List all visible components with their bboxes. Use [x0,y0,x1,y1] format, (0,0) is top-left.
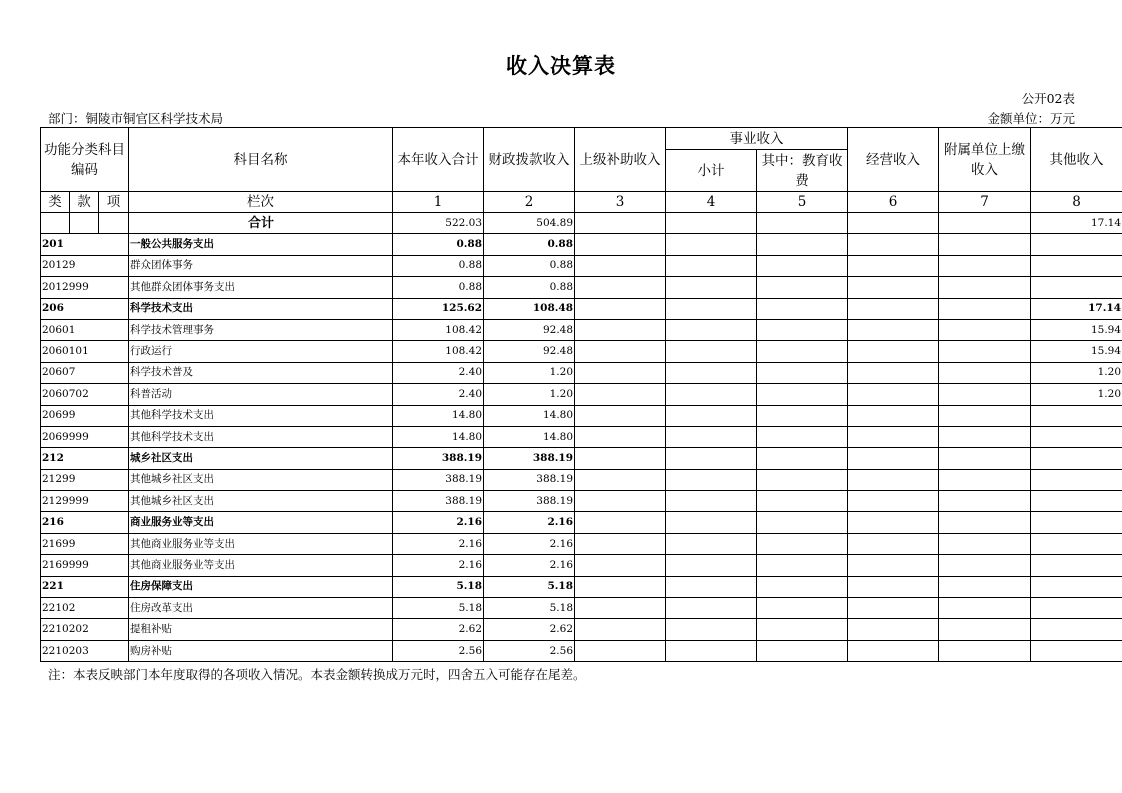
cell-operating [848,362,939,383]
cell-operating [848,491,939,512]
cell-operating [848,255,939,276]
cell-total-income: 108.42 [393,341,484,362]
cell-total-income: 388.19 [393,491,484,512]
table-row [41,469,1122,490]
cell-subject-name: 商业服务业等支出 [129,512,393,533]
cell-superior [575,319,666,340]
cell-superior [575,341,666,362]
cell-operating [848,555,939,576]
cell-subject-name: 合计 [129,213,393,234]
cell-subject-name: 其他科学技术支出 [129,405,393,426]
cell-fiscal: 2.16 [484,512,575,533]
cell-code: 216 [41,512,129,533]
cell-fiscal: 2.16 [484,533,575,554]
cell-education-fee [757,319,848,340]
cell-code: 20607 [41,362,129,383]
cell-education-fee [757,213,848,234]
cell-other [1031,640,1122,661]
department-label: 部门：铜陵市铜官区科学技术局 [48,111,224,126]
cell-subject-name: 科学技术管理事务 [129,319,393,340]
cell-operating [848,576,939,597]
cell-fiscal: 2.56 [484,640,575,661]
cell-fiscal: 0.88 [484,255,575,276]
table-row [41,362,1122,383]
cell-business-subtotal [666,405,757,426]
cell-total-income: 2.16 [393,555,484,576]
cell-business-subtotal [666,298,757,319]
cell-superior [575,426,666,447]
amount-unit-label: 金额单位：万元 [987,111,1075,126]
column-number: 3 [575,192,666,213]
total-row [41,213,1122,234]
cell-other: 15.94 [1031,341,1122,362]
table-row [41,277,1122,298]
cell-xiang [99,213,129,234]
header-education-fee: 其中：教育收费 [757,150,848,192]
cell-affiliated [939,640,1031,661]
cell-subject-name: 其他科学技术支出 [129,426,393,447]
header-fiscal-appropriation: 财政拨款收入 [484,128,575,192]
header-xiang: 项 [99,192,129,213]
table-body [41,213,1122,662]
cell-total-income: 0.88 [393,255,484,276]
cell-total-income: 522.03 [393,213,484,234]
cell-fiscal: 0.88 [484,234,575,255]
cell-fiscal: 1.20 [484,362,575,383]
table-row [41,426,1122,447]
cell-education-fee [757,255,848,276]
cell-business-subtotal [666,598,757,619]
cell-fiscal: 1.20 [484,384,575,405]
cell-superior [575,362,666,383]
cell-business-subtotal [666,319,757,340]
cell-affiliated [939,555,1031,576]
header-other-income: 其他收入 [1031,128,1122,192]
cell-fiscal: 388.19 [484,491,575,512]
cell-operating [848,213,939,234]
table-row [41,533,1122,554]
cell-superior [575,448,666,469]
cell-subject-name: 科学技术支出 [129,298,393,319]
header-func-code: 功能分类科目编码 [41,128,129,192]
header-lei: 类 [41,192,70,213]
cell-fiscal: 108.48 [484,298,575,319]
table-row [41,319,1122,340]
cell-total-income: 0.88 [393,277,484,298]
cell-code: 2012999 [41,277,129,298]
cell-affiliated [939,598,1031,619]
cell-subject-name: 其他城乡社区支出 [129,491,393,512]
cell-code: 206 [41,298,129,319]
form-number: 公开02表 [1021,91,1075,106]
cell-business-subtotal [666,619,757,640]
header-kuan: 款 [70,192,99,213]
cell-superior [575,640,666,661]
cell-total-income: 2.16 [393,533,484,554]
cell-education-fee [757,426,848,447]
cell-fiscal: 2.62 [484,619,575,640]
cell-total-income: 2.40 [393,384,484,405]
cell-total-income: 2.40 [393,362,484,383]
income-final-accounts-table [40,127,1122,662]
cell-fiscal: 0.88 [484,277,575,298]
cell-affiliated [939,426,1031,447]
cell-total-income: 2.16 [393,512,484,533]
cell-other [1031,426,1122,447]
cell-fiscal: 388.19 [484,469,575,490]
cell-code: 212 [41,448,129,469]
cell-subject-name: 城乡社区支出 [129,448,393,469]
cell-affiliated [939,469,1031,490]
cell-total-income: 0.88 [393,234,484,255]
cell-other [1031,576,1122,597]
cell-other [1031,405,1122,426]
table-row [41,598,1122,619]
cell-other: 1.20 [1031,362,1122,383]
table-row [41,576,1122,597]
column-number: 4 [666,192,757,213]
cell-affiliated [939,405,1031,426]
cell-superior [575,255,666,276]
cell-total-income: 388.19 [393,469,484,490]
cell-education-fee [757,512,848,533]
cell-affiliated [939,341,1031,362]
column-number: 6 [848,192,939,213]
cell-education-fee [757,555,848,576]
cell-code: 20699 [41,405,129,426]
table-row [41,405,1122,426]
cell-subject-name: 其他商业服务业等支出 [129,555,393,576]
table-row [41,298,1122,319]
table-row [41,491,1122,512]
cell-business-subtotal [666,341,757,362]
header-affiliated-income: 附属单位上缴收入 [939,128,1031,192]
header-business-income: 事业收入 [666,128,848,150]
cell-other [1031,234,1122,255]
cell-business-subtotal [666,640,757,661]
column-number: 8 [1031,192,1122,213]
cell-affiliated [939,619,1031,640]
cell-subject-name: 其他商业服务业等支出 [129,533,393,554]
cell-operating [848,512,939,533]
cell-other [1031,598,1122,619]
cell-education-fee [757,384,848,405]
cell-subject-name: 购房补贴 [129,640,393,661]
table-row [41,341,1122,362]
cell-business-subtotal [666,491,757,512]
cell-education-fee [757,405,848,426]
table-row [41,384,1122,405]
table-row [41,555,1122,576]
cell-operating [848,341,939,362]
cell-fiscal: 92.48 [484,341,575,362]
cell-affiliated [939,298,1031,319]
cell-other [1031,491,1122,512]
cell-operating [848,426,939,447]
page-title: 收入决算表 [506,54,616,78]
cell-business-subtotal [666,255,757,276]
cell-superior [575,533,666,554]
cell-fiscal: 14.80 [484,426,575,447]
cell-code: 20601 [41,319,129,340]
cell-superior [575,598,666,619]
cell-superior [575,384,666,405]
cell-other [1031,255,1122,276]
cell-total-income: 14.80 [393,405,484,426]
header-total-income: 本年收入合计 [393,128,484,192]
cell-total-income: 5.18 [393,576,484,597]
cell-affiliated [939,234,1031,255]
cell-code: 2210202 [41,619,129,640]
cell-code: 2069999 [41,426,129,447]
cell-other: 15.94 [1031,319,1122,340]
cell-operating [848,598,939,619]
cell-education-fee [757,234,848,255]
cell-affiliated [939,576,1031,597]
cell-fiscal: 504.89 [484,213,575,234]
cell-fiscal: 14.80 [484,405,575,426]
cell-code: 22102 [41,598,129,619]
cell-total-income: 2.62 [393,619,484,640]
cell-superior [575,405,666,426]
cell-code: 201 [41,234,129,255]
cell-operating [848,448,939,469]
cell-code: 21699 [41,533,129,554]
cell-superior [575,491,666,512]
cell-code: 2169999 [41,555,129,576]
cell-education-fee [757,533,848,554]
cell-education-fee [757,298,848,319]
table-row [41,640,1122,661]
table-row [41,448,1122,469]
cell-code: 20129 [41,255,129,276]
cell-fiscal: 5.18 [484,576,575,597]
cell-total-income: 388.19 [393,448,484,469]
cell-other [1031,512,1122,533]
cell-affiliated [939,491,1031,512]
cell-business-subtotal [666,277,757,298]
cell-operating [848,384,939,405]
cell-business-subtotal [666,576,757,597]
cell-other [1031,555,1122,576]
cell-education-fee [757,362,848,383]
cell-business-subtotal [666,533,757,554]
cell-superior [575,234,666,255]
cell-other: 17.14 [1031,213,1122,234]
cell-superior [575,555,666,576]
cell-affiliated [939,362,1031,383]
cell-affiliated [939,255,1031,276]
cell-education-fee [757,598,848,619]
cell-subject-name: 其他城乡社区支出 [129,469,393,490]
cell-education-fee [757,640,848,661]
cell-education-fee [757,576,848,597]
cell-operating [848,619,939,640]
cell-education-fee [757,491,848,512]
cell-education-fee [757,448,848,469]
table-row [41,234,1122,255]
cell-total-income: 2.56 [393,640,484,661]
column-number: 1 [393,192,484,213]
cell-business-subtotal [666,555,757,576]
cell-other [1031,277,1122,298]
header-operating-income: 经营收入 [848,128,939,192]
cell-other [1031,448,1122,469]
cell-subject-name: 住房保障支出 [129,576,393,597]
cell-business-subtotal [666,448,757,469]
cell-affiliated [939,319,1031,340]
cell-operating [848,277,939,298]
cell-education-fee [757,341,848,362]
table-row [41,619,1122,640]
cell-kuan [70,213,99,234]
cell-subject-name: 行政运行 [129,341,393,362]
cell-operating [848,640,939,661]
cell-subject-name: 其他群众团体事务支出 [129,277,393,298]
column-number: 2 [484,192,575,213]
cell-affiliated [939,512,1031,533]
cell-subject-name: 科学技术普及 [129,362,393,383]
header-superior-subsidy: 上级补助收入 [575,128,666,192]
cell-superior [575,469,666,490]
cell-code: 21299 [41,469,129,490]
cell-code: 221 [41,576,129,597]
cell-superior [575,298,666,319]
cell-superior [575,512,666,533]
cell-education-fee [757,469,848,490]
cell-business-subtotal [666,362,757,383]
cell-business-subtotal [666,213,757,234]
cell-other [1031,533,1122,554]
cell-education-fee [757,619,848,640]
cell-superior [575,213,666,234]
header-business-subtotal: 小计 [666,150,757,192]
cell-fiscal: 92.48 [484,319,575,340]
cell-operating [848,298,939,319]
cell-code: 2210203 [41,640,129,661]
cell-lei [41,213,70,234]
column-number: 7 [939,192,1031,213]
cell-fiscal: 388.19 [484,448,575,469]
cell-subject-name: 住房改革支出 [129,598,393,619]
cell-superior [575,576,666,597]
header-column-label: 栏次 [129,192,393,213]
cell-affiliated [939,384,1031,405]
cell-subject-name: 群众团体事务 [129,255,393,276]
cell-business-subtotal [666,512,757,533]
cell-total-income: 14.80 [393,426,484,447]
cell-operating [848,405,939,426]
cell-affiliated [939,448,1031,469]
cell-affiliated [939,277,1031,298]
cell-affiliated [939,213,1031,234]
cell-other: 1.20 [1031,384,1122,405]
header-subject-name: 科目名称 [129,128,393,192]
table-row [41,255,1122,276]
cell-fiscal: 2.16 [484,555,575,576]
cell-business-subtotal [666,384,757,405]
cell-business-subtotal [666,469,757,490]
cell-fiscal: 5.18 [484,598,575,619]
column-number: 5 [757,192,848,213]
cell-operating [848,319,939,340]
cell-operating [848,533,939,554]
cell-code: 2060702 [41,384,129,405]
footnote: 注：本表反映部门本年度取得的各项收入情况。本表金额转换成万元时，四舍五入可能存在尾差。 [48,667,586,682]
table-row [41,512,1122,533]
cell-affiliated [939,533,1031,554]
cell-operating [848,469,939,490]
cell-subject-name: 一般公共服务支出 [129,234,393,255]
cell-business-subtotal [666,234,757,255]
cell-other: 17.14 [1031,298,1122,319]
cell-superior [575,277,666,298]
cell-code: 2129999 [41,491,129,512]
cell-business-subtotal [666,426,757,447]
cell-total-income: 5.18 [393,598,484,619]
cell-subject-name: 科普活动 [129,384,393,405]
cell-operating [848,234,939,255]
cell-other [1031,469,1122,490]
cell-subject-name: 提租补贴 [129,619,393,640]
cell-total-income: 125.62 [393,298,484,319]
cell-other [1031,619,1122,640]
cell-superior [575,619,666,640]
cell-total-income: 108.42 [393,319,484,340]
cell-education-fee [757,277,848,298]
cell-code: 2060101 [41,341,129,362]
